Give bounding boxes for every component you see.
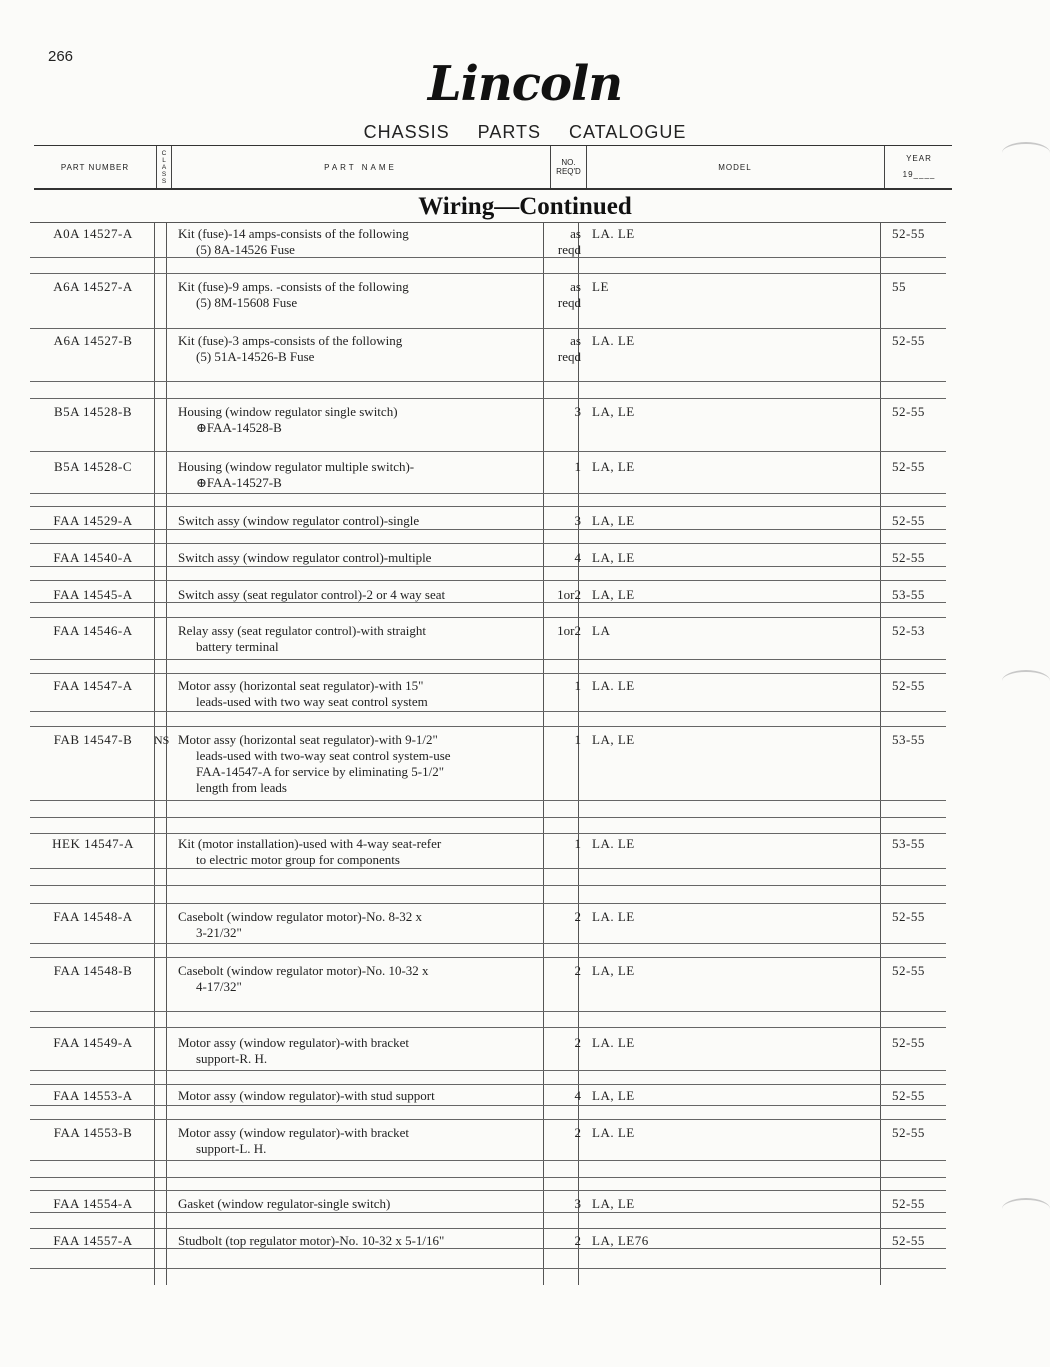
year: 52-55 — [892, 459, 925, 474]
part-number: A6A 14527-B — [53, 333, 133, 348]
quantity-line: 3 — [574, 513, 581, 528]
header-required-line2: REQ'D — [556, 167, 581, 176]
part-name-line: Motor assy (window regulator)-with bracket — [178, 1035, 410, 1050]
model: LA, LE — [592, 1088, 635, 1103]
year: 52-55 — [892, 404, 925, 419]
part-number: A6A 14527-A — [53, 279, 133, 294]
part-name — [178, 1196, 548, 1212]
quantity-line: reqd — [557, 349, 581, 364]
part-name-line: Casebolt (window regulator motor)-No. 10-32 x — [178, 963, 429, 978]
quantity-line: 2 — [574, 1233, 581, 1248]
column-divider — [880, 223, 881, 1285]
quantity-required — [546, 587, 581, 603]
model: LA. LE — [592, 678, 635, 693]
part-name-line: Relay assy (seat regulator control)-with straight — [178, 623, 427, 638]
year: 52-55 — [892, 678, 925, 693]
part-name — [178, 550, 548, 566]
model: LA. LE — [592, 1035, 635, 1050]
part-name-line: support-L. H. — [196, 1141, 267, 1156]
header-class-letter: C — [161, 149, 167, 157]
row-rule — [30, 1105, 946, 1106]
part-name-line: Switch assy (window regulator control)-multiple — [178, 550, 432, 565]
row-rule — [30, 529, 946, 530]
part-name — [178, 333, 548, 365]
row-rule — [30, 1177, 946, 1178]
scan-artifact — [1002, 142, 1050, 164]
model: LA. LE — [592, 909, 635, 924]
part-name — [178, 909, 548, 941]
part-name — [178, 623, 548, 655]
year: 52-55 — [892, 226, 925, 241]
model: LA, LE — [592, 550, 635, 565]
header-class — [156, 146, 172, 188]
quantity-line: 4 — [574, 1088, 581, 1103]
part-name-line: Kit (fuse)-3 amps-consists of the following — [178, 333, 403, 348]
part-name-line: Motor assy (window regulator)-with stud support — [178, 1088, 435, 1103]
part-name — [178, 459, 548, 491]
part-name — [178, 732, 548, 796]
quantity-required — [546, 1125, 581, 1141]
row-rule — [30, 273, 946, 274]
quantity-required — [546, 1233, 581, 1249]
part-number: FAA 14547-A — [53, 678, 133, 693]
year: 52-55 — [892, 1233, 925, 1248]
row-rule — [30, 617, 946, 618]
header-year-line2: 19____ — [902, 170, 936, 179]
part-name-line: FAA-14547-A for service by eliminating 5-1/2" — [196, 764, 445, 779]
quantity-required — [546, 279, 581, 311]
quantity-required — [546, 550, 581, 566]
part-name — [178, 587, 548, 603]
quantity-required — [546, 333, 581, 365]
section-title: Wiring—Continued — [418, 193, 632, 220]
lincoln-logo: Lincoln — [427, 56, 623, 112]
part-number: FAA 14545-A — [53, 587, 133, 602]
parts-table — [30, 222, 946, 1285]
part-number: A0A 14527-A — [53, 226, 133, 241]
year: 52-55 — [892, 1196, 925, 1211]
quantity-line: 2 — [574, 909, 581, 924]
part-name-line: support-R. H. — [196, 1051, 268, 1066]
row-rule — [30, 1212, 946, 1213]
row-rule — [30, 328, 946, 329]
quantity-required — [546, 678, 581, 694]
row-rule — [30, 833, 946, 834]
quantity-line: reqd — [557, 295, 581, 310]
quantity-line: 1 — [574, 678, 581, 693]
year: 52-55 — [892, 1035, 925, 1050]
part-name — [178, 963, 548, 995]
quantity-required — [546, 226, 581, 258]
part-name-line: to electric motor group for components — [196, 852, 400, 867]
year: 53-55 — [892, 732, 925, 747]
row-rule — [30, 543, 946, 544]
quantity-line: 2 — [574, 1035, 581, 1050]
model: LA, LE — [592, 732, 635, 747]
quantity-required — [546, 909, 581, 925]
quantity-line: reqd — [557, 242, 581, 257]
part-name-line: Casebolt (window regulator motor)-No. 8-32 x — [178, 909, 423, 924]
scan-artifact — [1002, 670, 1050, 692]
part-number: FAA 14548-B — [53, 963, 133, 978]
header-class-letter: L — [162, 156, 166, 164]
year: 55 — [892, 279, 906, 294]
header-part-number: PART NUMBER — [60, 162, 130, 172]
header-required — [550, 146, 587, 188]
row-rule — [30, 451, 946, 452]
row-rule — [30, 711, 946, 712]
row-rule — [30, 800, 946, 801]
part-number: FAA 14554-A — [53, 1196, 133, 1211]
row-rule — [30, 673, 946, 674]
model: LA. LE — [592, 333, 635, 348]
row-rule — [30, 580, 946, 581]
quantity-line: 1 — [574, 459, 581, 474]
part-number: FAA 14549-A — [53, 1035, 133, 1050]
row-rule — [30, 493, 946, 494]
row-rule — [30, 943, 946, 944]
part-name-line: ⊕FAA-14528-B — [196, 420, 282, 435]
row-rule — [30, 903, 946, 904]
quantity-required — [546, 513, 581, 529]
part-name-line: Switch assy (seat regulator control)-2 or 4 way seat — [178, 587, 446, 602]
part-name — [178, 513, 548, 529]
column-header — [34, 145, 952, 190]
part-name-line: Kit (fuse)-9 amps. -consists of the following — [178, 279, 409, 294]
header-year-line1: YEAR — [906, 154, 932, 163]
quantity-line: 1 — [574, 836, 581, 851]
part-number: FAA 14553-B — [53, 1125, 133, 1140]
part-name — [178, 1233, 548, 1249]
row-rule — [30, 381, 946, 382]
part-number: B5A 14528-B — [53, 404, 133, 419]
quantity-line: 1 — [574, 732, 581, 747]
quantity-line: 3 — [574, 404, 581, 419]
header-class-letter: S — [161, 170, 167, 178]
class-code: NS — [154, 733, 170, 747]
year: 52-55 — [892, 333, 925, 348]
row-rule — [30, 1119, 946, 1120]
model: LA — [592, 623, 611, 638]
quantity-required — [546, 836, 581, 852]
header-year — [884, 146, 953, 188]
model: LA. LE — [592, 226, 635, 241]
page-number: 266 — [48, 48, 74, 65]
model: LE — [592, 279, 609, 294]
model: LA. LE — [592, 836, 635, 851]
part-name-line: Motor assy (horizontal seat regulator)-with 9-1/2" — [178, 732, 438, 747]
model: LA. LE — [592, 1125, 635, 1140]
year: 52-55 — [892, 1088, 925, 1103]
part-name-line: Motor assy (window regulator)-with bracket — [178, 1125, 410, 1140]
row-rule — [30, 1027, 946, 1028]
part-number: FAA 14548-A — [53, 909, 133, 924]
header-class-letter: S — [161, 177, 167, 185]
row-rule — [30, 1268, 946, 1269]
part-name-line: battery terminal — [196, 639, 279, 654]
year: 52-55 — [892, 963, 925, 978]
year: 52-55 — [892, 550, 925, 565]
part-name-line: Kit (motor installation)-used with 4-way seat-refer — [178, 836, 442, 851]
part-name-line: length from leads — [196, 780, 287, 795]
part-name — [178, 404, 548, 436]
part-number: FAA 14546-A — [53, 623, 133, 638]
row-rule — [30, 817, 946, 818]
part-name-line: (5) 8M-15608 Fuse — [196, 295, 298, 310]
part-name-line: Housing (window regulator multiple switch)- — [178, 459, 415, 474]
year: 52-55 — [892, 909, 925, 924]
model: LA, LE — [592, 587, 635, 602]
quantity-line: 2 — [574, 963, 581, 978]
quantity-required — [546, 1196, 581, 1212]
quantity-required — [546, 1088, 581, 1104]
row-rule — [30, 1160, 946, 1161]
quantity-line: 1or2 — [557, 623, 581, 638]
row-rule — [30, 868, 946, 869]
model: LA, LE — [592, 404, 635, 419]
part-name-line: 4-17/32" — [196, 979, 242, 994]
model: LA, LE — [592, 963, 635, 978]
header-part-name: PART NAME — [324, 162, 397, 172]
row-rule — [30, 566, 946, 567]
row-rule — [30, 1084, 946, 1085]
quantity-line: 2 — [574, 1125, 581, 1140]
part-number: FAA 14553-A — [53, 1088, 133, 1103]
catalogue-title: CHASSIS PARTS CATALOGUE — [363, 122, 687, 142]
quantity-line: 3 — [574, 1196, 581, 1211]
part-name — [178, 678, 548, 710]
quantity-required — [546, 732, 581, 748]
quantity-required — [546, 963, 581, 979]
part-name-line: Motor assy (horizontal seat regulator)-with 15" — [178, 678, 424, 693]
row-rule — [30, 659, 946, 660]
year: 53-55 — [892, 587, 925, 602]
part-name-line: (5) 51A-14526-B Fuse — [196, 349, 315, 364]
row-rule — [30, 398, 946, 399]
model: LA, LE — [592, 459, 635, 474]
part-name-line: Gasket (window regulator-single switch) — [178, 1196, 391, 1211]
part-number: FAA 14540-A — [53, 550, 133, 565]
row-rule — [30, 885, 946, 886]
part-name-line: ⊕FAA-14527-B — [196, 475, 282, 490]
year: 52-55 — [892, 513, 925, 528]
part-number: FAB 14547-B — [53, 732, 133, 747]
part-name-line: leads-used with two-way seat control system-use — [196, 748, 451, 763]
part-number: B5A 14528-C — [53, 459, 133, 474]
quantity-required — [546, 404, 581, 420]
model: LA, LE — [592, 1196, 635, 1211]
year: 52-55 — [892, 1125, 925, 1140]
quantity-required — [546, 459, 581, 475]
row-rule — [30, 1011, 946, 1012]
part-number: FAA 14557-A — [53, 1233, 133, 1248]
part-name-line: Switch assy (window regulator control)-single — [178, 513, 420, 528]
quantity-line: as — [570, 226, 581, 241]
model: LA, LE76 — [592, 1233, 649, 1248]
part-name-line: 3-21/32" — [196, 925, 242, 940]
part-name-line: leads-used with two way seat control system — [196, 694, 428, 709]
quantity-required — [546, 623, 581, 639]
part-number: FAA 14529-A — [53, 513, 133, 528]
row-rule — [30, 1228, 946, 1229]
row-rule — [30, 1190, 946, 1191]
part-name — [178, 1035, 548, 1067]
part-name-line: Studbolt (top regulator motor)-No. 10-32 x 5-1/16" — [178, 1233, 445, 1248]
row-rule — [30, 506, 946, 507]
part-name-line: Kit (fuse)-14 amps-consists of the following — [178, 226, 409, 241]
row-rule — [30, 957, 946, 958]
quantity-line: as — [570, 333, 581, 348]
header-required-line1: NO. — [561, 158, 576, 167]
part-name — [178, 279, 548, 311]
scan-artifact — [1002, 1198, 1050, 1220]
part-name-line: (5) 8A-14526 Fuse — [196, 242, 295, 257]
year: 53-55 — [892, 836, 925, 851]
part-number: HEK 14547-A — [52, 836, 134, 851]
quantity-line: as — [570, 279, 581, 294]
quantity-required — [546, 1035, 581, 1051]
model: LA, LE — [592, 513, 635, 528]
part-name-line: Housing (window regulator single switch) — [178, 404, 398, 419]
header-model: MODEL — [718, 162, 752, 172]
quantity-line: 4 — [574, 550, 581, 565]
part-name — [178, 836, 548, 868]
part-name — [178, 1088, 548, 1104]
quantity-line: 1or2 — [557, 587, 581, 602]
part-name — [178, 226, 548, 258]
header-class-letter: A — [161, 163, 167, 171]
row-rule — [30, 726, 946, 727]
row-rule — [30, 1070, 946, 1071]
part-name — [178, 1125, 548, 1157]
year: 52-53 — [892, 623, 925, 638]
column-divider — [166, 223, 167, 1285]
